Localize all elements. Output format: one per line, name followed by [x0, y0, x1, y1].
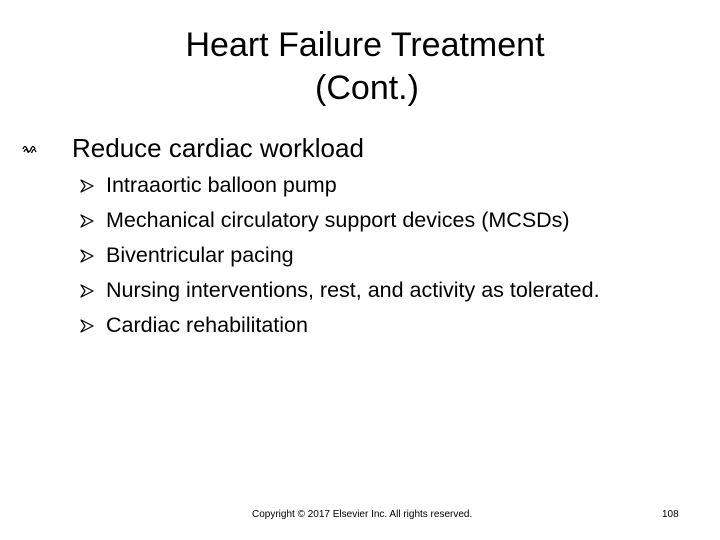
slide-title-line-2: (Cont.)	[315, 69, 419, 107]
sub-bullet-text: Biventricular pacing	[106, 243, 294, 267]
page-number: 108	[662, 509, 679, 520]
sub-bullet-text: Intraaortic balloon pump	[106, 173, 337, 197]
sub-bullet-item	[80, 238, 600, 273]
arrowhead-bullet-icon	[80, 319, 106, 333]
copyright-notice: Copyright © 2017 Elsevier Inc. All rights reserved.	[252, 509, 473, 520]
sub-bullet-text: Nursing interventions, rest, and activity as tolerated.	[106, 278, 600, 302]
arrowhead-bullet-icon	[80, 214, 106, 228]
arrowhead-bullet-icon	[80, 249, 106, 263]
sub-bullet-item	[80, 273, 600, 308]
sub-bullet-item	[80, 203, 600, 238]
slide-title	[0, 24, 720, 110]
wavy-bullet-icon	[22, 126, 72, 170]
main-bullet-text: Reduce cardiac workload	[72, 133, 364, 163]
arrowhead-bullet-icon	[80, 284, 106, 298]
sub-bullet-text: Mechanical circulatory support devices (MCSDs)	[106, 208, 570, 232]
arrowhead-bullet-icon	[80, 179, 106, 193]
sub-bullet-item	[80, 308, 600, 343]
sub-bullet-text: Cardiac rehabilitation	[106, 313, 308, 337]
sub-bullet-item	[80, 168, 600, 203]
sub-bullet-list	[80, 168, 600, 343]
slide-title-line-1: Heart Failure Treatment	[185, 26, 545, 64]
main-bullet	[22, 126, 364, 170]
